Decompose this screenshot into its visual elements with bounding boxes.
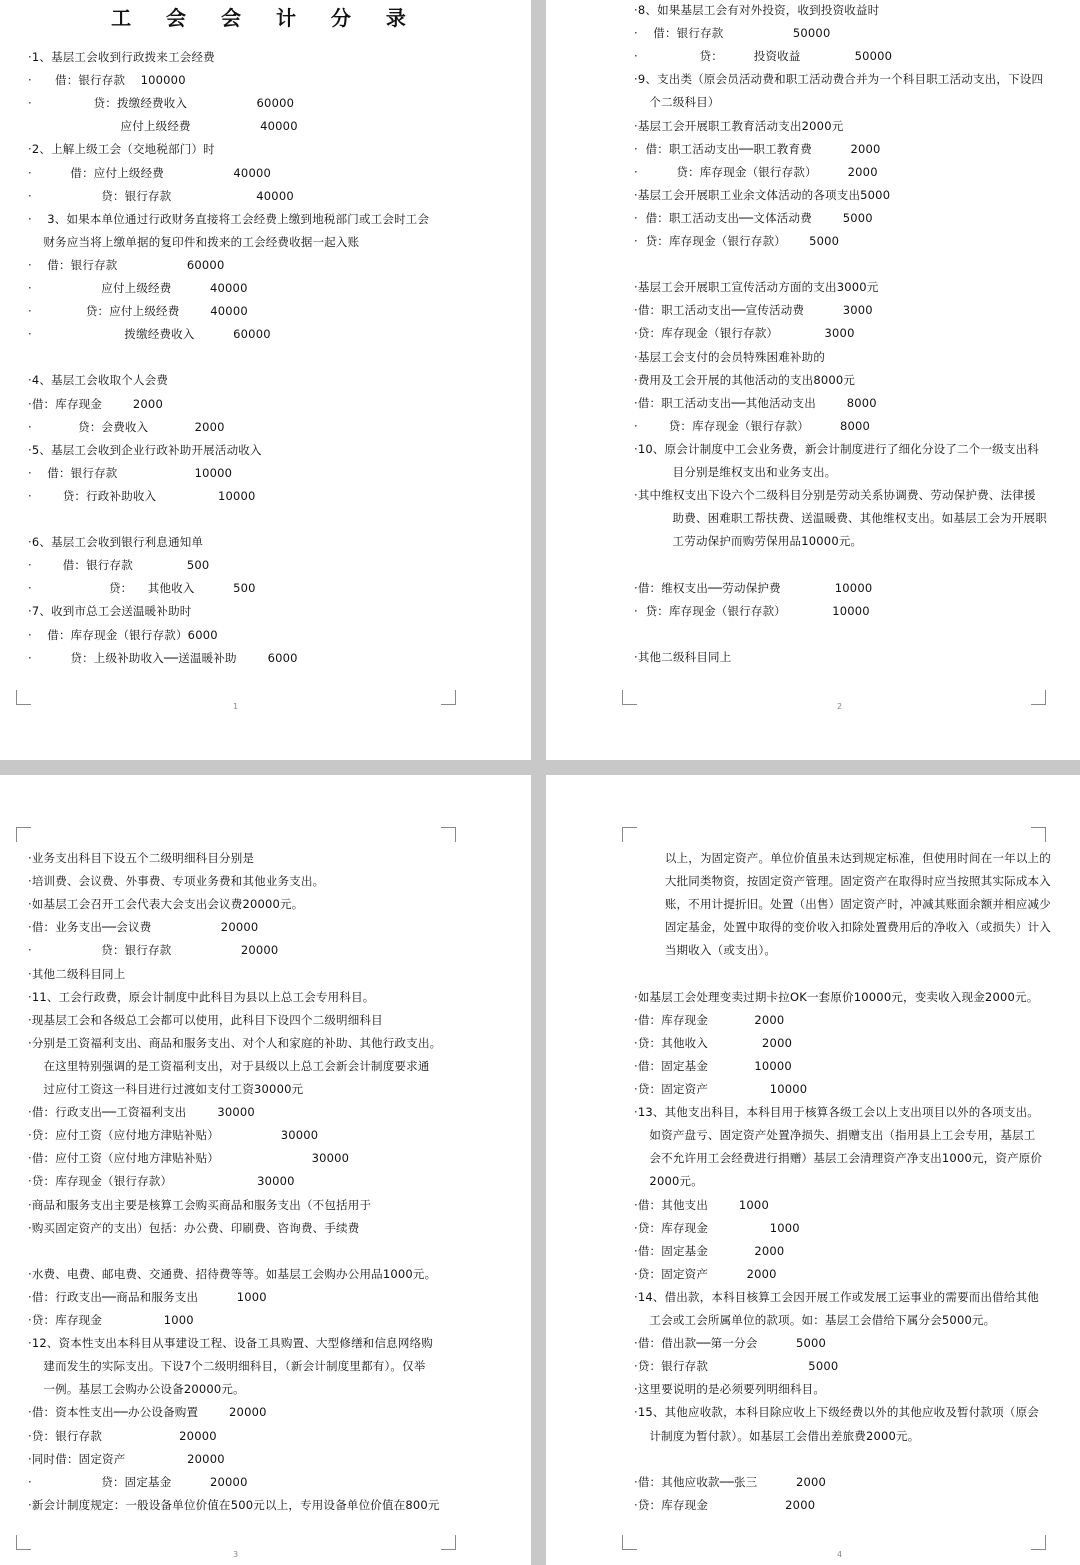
text-line: ·借：库存现金 2000 [634,1012,785,1027]
text-line: ·借：行政支出──工资福利支出 30000 [28,1105,255,1120]
text-line: ·业务支出科目下设五个二级明细科目分别是 [28,851,255,865]
page-2 [546,0,1080,760]
text-line: · 借：应付上级经费 40000 [28,165,271,180]
text-line: ·新会计制度规定：一般设备单位价值在500元以上，专用设备单位价值在800元 [28,1497,440,1512]
text-line: ·10、原会计制度中工会业务费，新会计制度进行了细化分设了二个一级支出科 [634,441,1039,456]
crop-mark [441,690,456,705]
text-line: · 贷：库存现金（银行存款） 2000 [634,164,878,179]
text-line: · 贷：拨缴经费收入 60000 [28,96,295,111]
text-line: 会不允许用工会经费进行捐赠）基层工会清理资产净支出1000元，资产原价 [634,1151,1043,1166]
text-line: ·基层工会开展职工教育活动支出2000元 [634,118,844,133]
text-line: ·商品和服务支出主要是核算工会购买商品和服务支出（不包括用于 [28,1197,372,1212]
text-line: · 3、如果本单位通过行政财务直接将工会经费上缴到地税部门或工会时工会 [28,211,430,226]
text-line: 以上，为固定资产。单位价值虽未达到规定标准，但使用时间在一年以上的 [634,851,1051,865]
page-3 [0,775,531,1565]
text-line: · 应付上级经费 40000 [28,281,248,295]
document-title: 工 会 会 计 分 录 [111,6,420,30]
text-line: 大批同类物资，按固定资产管理。固定资产在取得时应当按照其实际成本入 [634,874,1051,889]
crop-mark [622,690,637,705]
crop-mark [622,827,637,842]
text-line: ·借：维权支出──劳动保护费 10000 [634,580,873,595]
text-line: · 贷：库存现金（银行存款） 5000 [634,234,840,248]
text-line: 固定基金，处置中取得的变价收入扣除处置费用后的净收入（或损失）计入 [634,920,1051,935]
text-line: · 贷：行政补助收入 10000 [28,488,256,503]
page-number: 1 [233,702,239,711]
text-line: ·4、基层工会收取个人会费 [28,373,169,388]
crop-mark [1031,690,1046,705]
text-line: 个二级科目） [634,95,720,110]
text-line: ·贷：其他收入 2000 [634,1035,793,1050]
text-line: ·基层工会支付的会员特殊困难补助的 [634,349,826,364]
text-line: 工会或工会所属单位的款项。如：基层工会借给下属分会5000元。 [634,1313,996,1327]
text-line: ·贷：应付工资（应付地方津贴补贴） 30000 [28,1128,319,1143]
text-line: ·借：业务支出──会议费 20000 [28,920,259,935]
text-line: ·费用及工会开展的其他活动的支出8000元 [634,372,856,387]
text-line: · 借：职工活动支出──文体活动费 5000 [634,210,873,225]
text-line: · 贷： 其他收入 500 [28,581,256,596]
text-line: ·借：行政支出──商品和服务支出 1000 [28,1289,267,1304]
text-line: · 拨缴经费收入 60000 [28,327,271,342]
crop-mark [441,827,456,842]
text-line: ·借：职工活动支出──其他活动支出 8000 [634,395,877,410]
text-line: ·借：职工活动支出──宣传活动费 3000 [634,303,873,318]
text-line: 一例。基层工会购办公设备20000元。 [28,1382,245,1397]
crop-mark [16,827,31,842]
text-line: ·1、基层工会收到行政拨来工会经费 [28,50,215,64]
text-line: ·2、上解上级工会（交地税部门）时 [28,142,215,157]
text-line: · 贷：应付上级经费 40000 [28,304,248,319]
text-line: ·贷：固定资产 2000 [634,1266,777,1281]
text-line: 财务应当将上缴单据的复印件和拨来的工会经费收据一起入账 [28,234,360,249]
text-line: ·借：资本性支出──办公设备购置 20000 [28,1405,267,1420]
text-line: ·现基层工会和各级总工会都可以使用，此科目下设四个二级明细科目 [28,1012,383,1027]
text-line: ·借：其他应收款──张三 2000 [634,1474,827,1489]
text-line: ·贷：固定资产 10000 [634,1082,808,1096]
crop-mark [16,1535,31,1550]
text-line: · 借：职工活动支出──职工教育费 2000 [634,141,881,156]
text-line: ·借：固定基金 2000 [634,1243,785,1258]
text-line: · 贷：上级补助收入──送温暖补助 6000 [28,650,298,665]
text-line: · 贷：库存现金（银行存款） 10000 [634,603,870,618]
text-line: ·这里要说明的是必须要列明细科目。 [634,1382,826,1397]
text-line: ·15、其他应收款，本科目除应收上下级经费以外的其他应收及暂付款项（原会 [634,1405,1039,1420]
page-number: 3 [233,1550,239,1559]
text-line: ·贷：库存现金 2000 [634,1497,816,1512]
text-line: · 贷：固定基金 20000 [28,1474,248,1489]
page-number: 4 [837,1550,843,1559]
text-line: 过应付工资这一科目进行过渡如支付工资30000元 [28,1082,304,1096]
crop-mark [622,1535,637,1550]
text-line: ·借：固定基金 10000 [634,1058,792,1073]
text-line: ·其他二级科目同上 [634,649,732,664]
text-line: ·其中维权支出下设六个二级科目分别是劳动关系协调费、劳动保护费、法律援 [634,488,1036,503]
page-4 [546,775,1080,1565]
text-line: · 贷：银行存款 40000 [28,188,294,203]
text-line: 建而发生的实际支出。下设7个二级明细科目，（新会计制度里都有）。仅举 [28,1359,426,1374]
page-1 [0,0,531,760]
crop-mark [441,1535,456,1550]
text-line: 2000元。 [634,1174,703,1189]
text-line: ·分别是工资福利支出、商品和服务支出、对个人和家庭的补助、其他行政支出。 [28,1035,442,1050]
text-line: ·同时借：固定资产 20000 [28,1451,225,1466]
text-line: · 借：银行存款 100000 [28,73,186,88]
text-line: 账，不用计提折旧。处置（出售）固定资产时，冲减其账面余额并相应减少 [634,897,1051,912]
text-line: 助费、困难职工帮扶费、送温暖费、其他维权支出。如基层工会为开展职 [634,511,1047,526]
text-line: ·7、收到市总工会送温暖补助时 [28,604,192,619]
text-line: · 借：银行存款 60000 [28,257,225,272]
text-line: ·培训费、会议费、外事费、专项业务费和其他业务支出。 [28,874,325,889]
text-line: ·贷：银行存款 20000 [28,1428,217,1443]
text-line: ·13、其他支出科目，本科目用于核算各级工会以上支出项目以外的各项支出。 [634,1105,1039,1120]
crop-mark [1031,827,1046,842]
text-line: ·借：借出款──第一分会 5000 [634,1336,827,1351]
text-line: ·如基层工会召开工会代表大会支出会议费20000元。 [28,897,304,912]
text-line: ·11、工会行政费，原会计制度中此科目为县以上总工会专用科目。 [28,989,375,1004]
text-line: · 借：银行存款 500 [28,558,210,573]
text-line: ·12、资本性支出本科目从事建设工程、设备工具购置、大型修缮和信息网络购 [28,1336,433,1351]
text-line: ·贷：库存现金（银行存款） 3000 [634,326,855,341]
text-line: ·水费、电费、邮电费、交通费、招待费等等。如基层工会购办公用品1000元。 [28,1266,437,1281]
text-line: 计制度为暂付款）。如基层工会借出差旅费2000元。 [634,1428,920,1443]
text-line: · 贷：库存现金（银行存款） 8000 [634,418,871,433]
text-line: 如资产盘亏、固定资产处置净损失、捐赠支出（指用县上工会专用，基层工 [634,1128,1036,1143]
text-line: · 贷： 投资收益 50000 [634,49,893,64]
text-line: 应付上级经费 40000 [28,119,298,134]
text-line: ·8、如果基层工会有对外投资，收到投资收益时 [634,3,880,17]
crop-mark [1031,1535,1046,1550]
text-line: ·借：应付工资（应付地方津贴补贴） 30000 [28,1151,350,1166]
text-line: ·9、支出类（原会员活动费和职工活动费合并为一个科目职工活动支出，下设四 [634,72,1044,87]
text-line: ·如基层工会处理变卖过期卡拉OK一套原价10000元，变卖收入现金2000元。 [634,989,1039,1004]
text-line: 目分别是维权支出和业务支出。 [634,465,837,479]
text-line: ·5、基层工会收到企业行政补助开展活动收入 [28,442,262,457]
text-line: ·基层工会开展职工宣传活动方面的支出3000元 [634,280,879,295]
text-line: 在这里特别强调的是工资福利支出，对于县级以上总工会新会计制度要求通 [28,1058,430,1073]
text-line: 当期收入（或支出）。 [634,943,777,958]
text-line: · 借：银行存款 10000 [28,465,233,480]
text-line: ·贷：银行存款 5000 [634,1359,839,1374]
text-line: · 贷：会费收入 2000 [28,419,225,434]
text-line: ·购买固定资产的支出）包括：办公费、印刷费、咨询费、手续费 [28,1220,360,1235]
text-line: ·贷：库存现金（银行存款） 30000 [28,1174,295,1189]
text-line: ·借：其他支出 1000 [634,1197,769,1212]
crop-mark [16,690,31,705]
text-line: ·基层工会开展职工业余文体活动的各项支出5000 [634,187,891,202]
page-number: 2 [837,702,843,711]
text-line: ·6、基层工会收到银行利息通知单 [28,535,204,550]
text-line: ·14、借出款，本科目核算工会因开展工作或发展工运事业的需要而出借给其他 [634,1289,1039,1304]
text-line: · 借：库存现金（银行存款）6000 [28,627,218,642]
text-line: · 贷：银行存款 20000 [28,943,279,958]
text-line: ·其他二级科目同上 [28,966,126,981]
text-line: ·贷：库存现金 1000 [28,1313,194,1327]
text-line: ·借：库存现金 2000 [28,396,163,411]
text-line: 工劳动保护而购劳保用品10000元。 [634,534,863,549]
text-line: · 借：银行存款 50000 [634,26,831,41]
text-line: ·贷：库存现金 1000 [634,1220,800,1235]
